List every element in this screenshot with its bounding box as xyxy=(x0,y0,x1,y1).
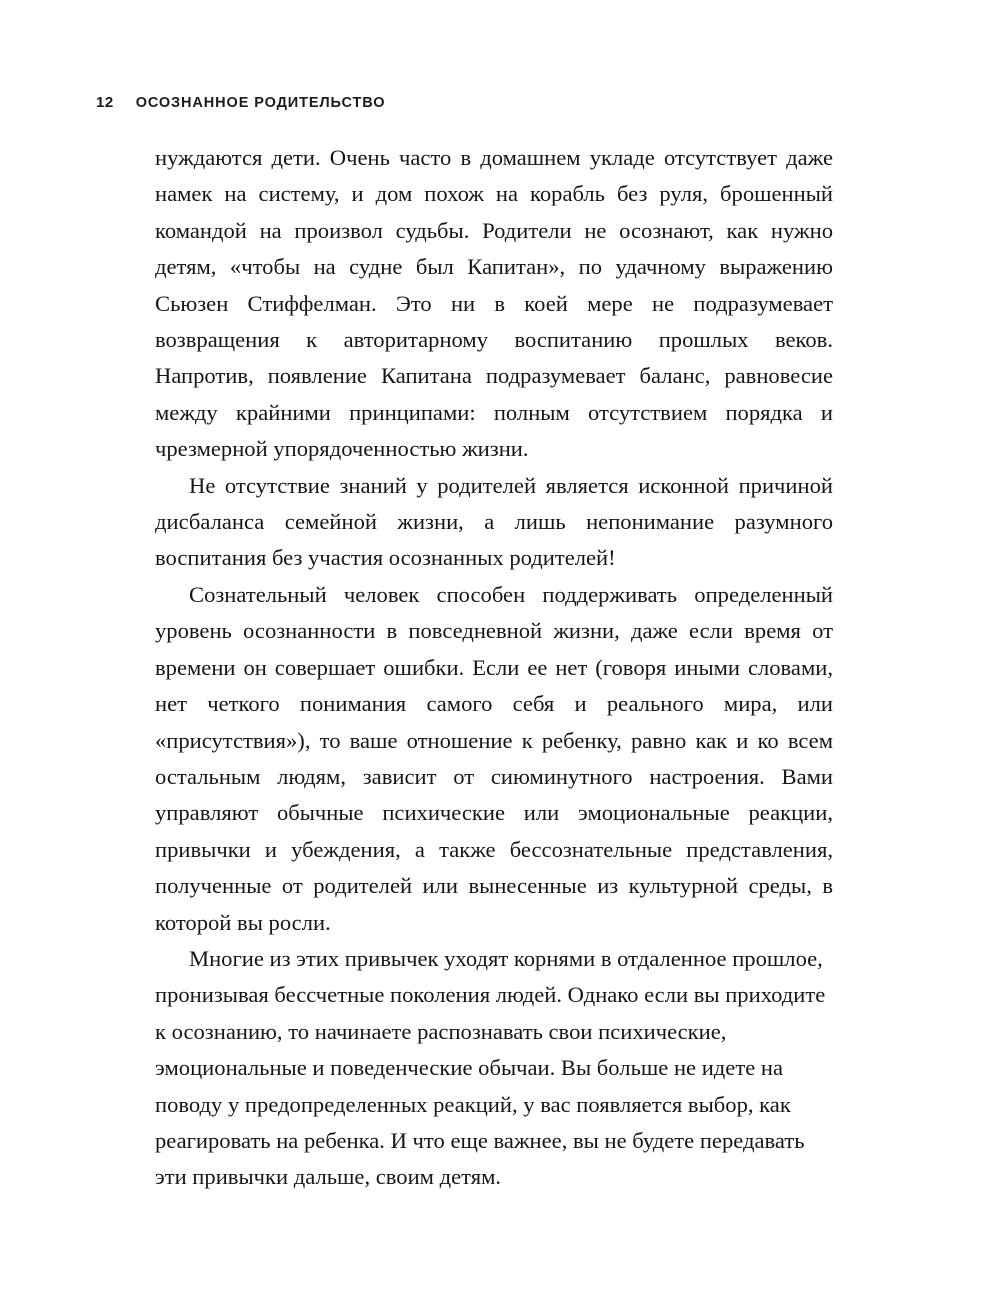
paragraph: Многие из этих привычек уходят корнями в отдаленное прошлое, пронизывая бессчетные поколения людей. Однако если вы приходите к осознанию, то начинаете распознавать свои психические, эмоциональные и поведенческие обычаи. Вы больше не идете на поводу у предопределенных реакций, у вас появляется выбор, как реагировать на ребенка. И что еще важнее, вы не будете передавать эти привычки дальше, своим детям. xyxy=(155,945,826,1190)
paragraph: Сознательный человек способен поддерживать определенный уровень осознанности в повседневной жизни, даже если время от времени он совершает ошибки. Если ее нет (говоря иными словами, нет четкого понимания самого себя и реального мира, или «присутствия»), то ваше отношение к ребенку, равно как и ко всем остальным людям, зависит от сиюминутного настроения. Вами управляют обычные психические или эмоциональные реакции, привычки и убеждения, а также бессознательные представления, полученные от родителей или вынесенные из культурной среды, в которой вы росли. xyxy=(155,581,833,935)
paragraph: Не отсутствие знаний у родителей является исконной причиной дисбаланса семейной жизни, а лишь непонимание разумного воспитания без участия осознанных родителей! xyxy=(155,472,833,571)
running-head-title: ОСОЗНАННОЕ РОДИТЕЛЬСТВО xyxy=(135,95,386,111)
paragraph: нуждаются дети. Очень часто в домашнем укладе отсутствует даже намек на систему, и дом похож на корабль без руля, брошенный командой на произвол судьбы. Родители не осознают, как нужно детям, «чтобы на судне был Капитан», по удачному выражению Сьюзен Стиффелман. Это ни в коей мере не подразумевает возвращения к авторитарному воспитанию прошлых веков. Напротив, появление Капитана подразумевает баланс, равновесие между крайними принципами: полным отсутствием порядка и чрезмерной упорядоченностью жизни. xyxy=(155,145,833,462)
running-head xyxy=(96,94,385,111)
body-text xyxy=(155,140,833,1196)
page-number: 12 xyxy=(96,94,114,111)
